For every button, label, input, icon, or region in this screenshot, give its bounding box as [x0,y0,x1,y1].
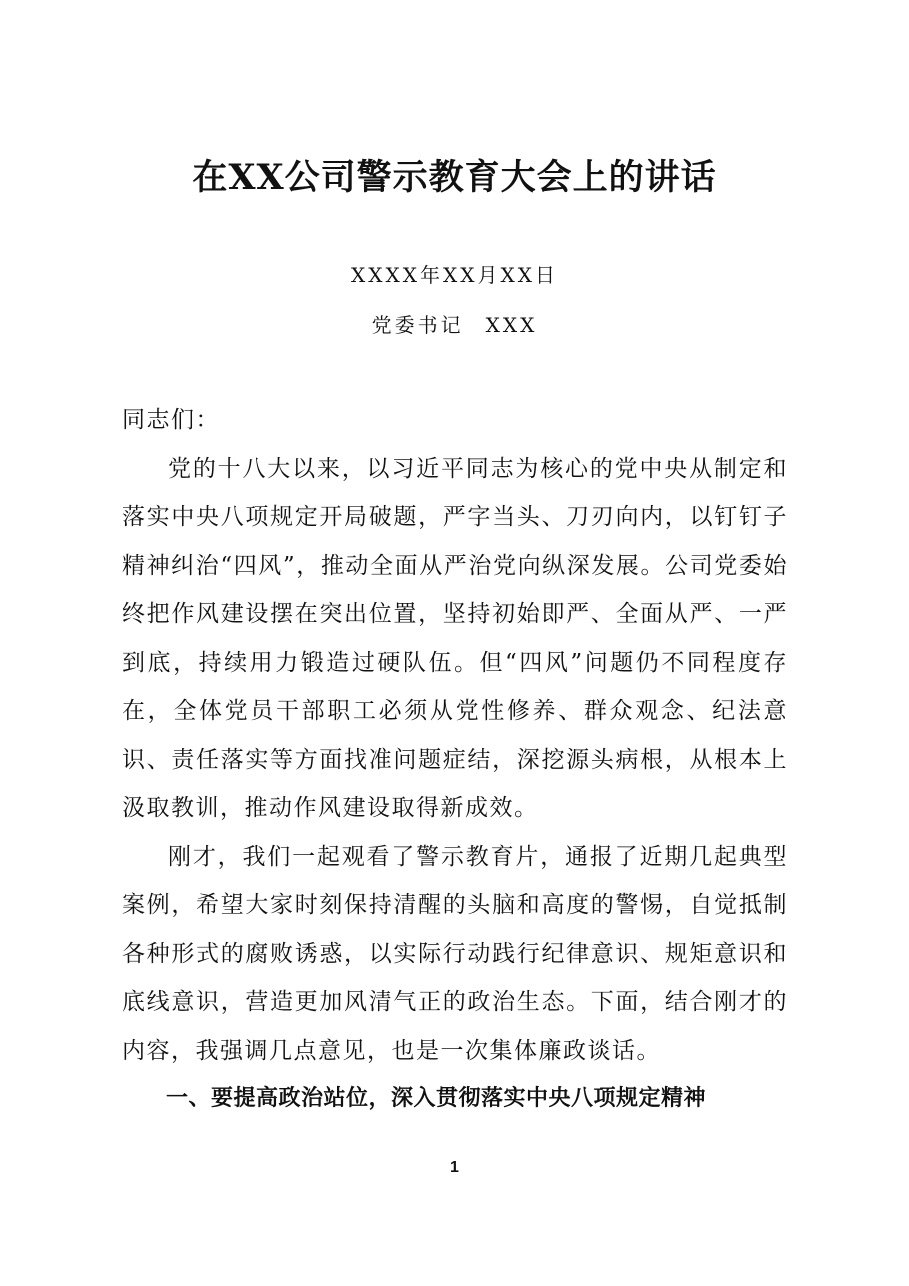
paragraph-2: 刚才，我们一起观看了警示教育片，通报了近期几起典型案例，希望大家时刻保持清醒的头脑和高度的警惕，自觉抵制各种形式的腐败诱惑，以实际行动践行纪律意识、规矩意识和底线意识，营造更加风清气正的政治生态。下面，结合刚才的内容，我强调几点意见，也是一次集体廉政谈话。 [122,843,788,1064]
speech-body [122,396,788,1124]
salutation: 同志们： [122,407,220,433]
page-number: 1 [450,1159,459,1176]
speech-date: XXXX年XX月XX日 [351,263,558,287]
section-heading: 一、要提高政治站位，深入贯彻落实中央八项规定精神 [166,1086,707,1111]
document-title: 在XX公司警示教育大会上的讲话 [192,157,717,198]
paragraph-1: 党的十八大以来，以习近平同志为核心的党中央从制定和落实中央八项规定开局破题，严字当头、刀刃向内，以钉钉子精神纠治“四风”，推动全面从严治党向纵深发展。公司党委始终把作风建设摆在突出位置，坚持初始即严、全面从严、一严到底，持续用力锻造过硬队伍。但“四风”问题仍不同程度存在，全体党员干部职工必须从党性修养、群众观念、纪法意识、责任落实等方面找准问题症结，深挖源头病根，从根本上汲取教训，推动作风建设取得新成效。 [122,455,788,821]
speaker-line [0,310,909,340]
speaker-name: XXX [485,313,538,337]
speaker-role: 党委书记 [371,313,464,337]
